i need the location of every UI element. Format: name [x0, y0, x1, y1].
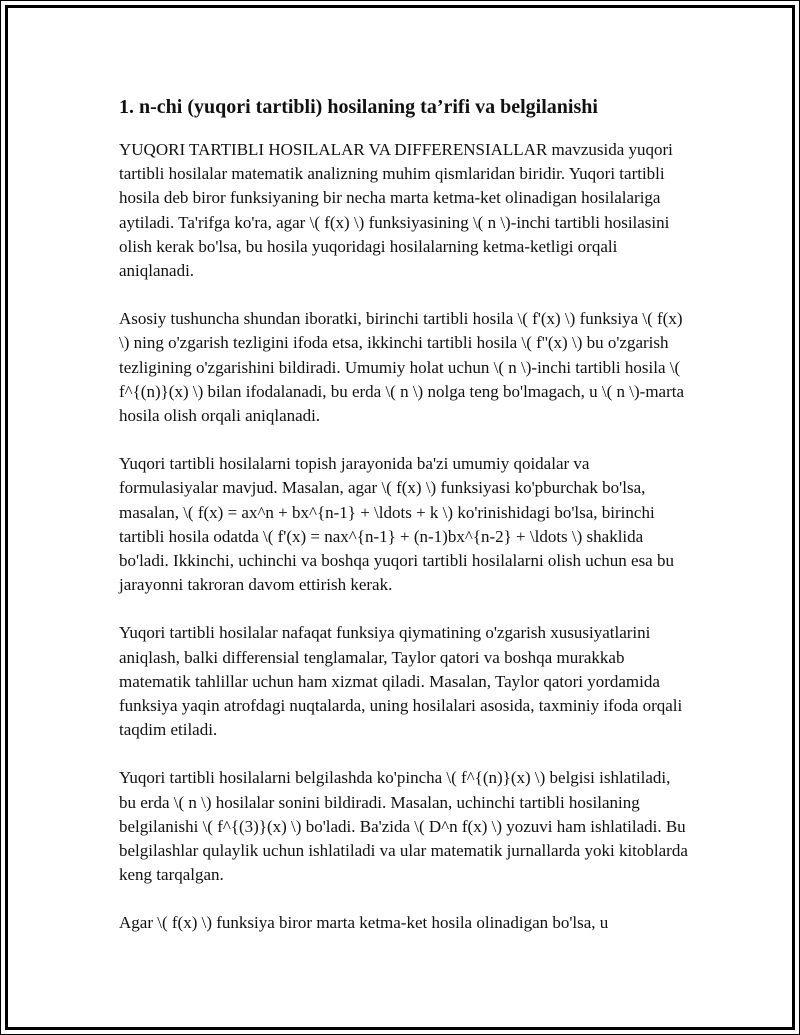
paragraph-applications: Yuqori tartibli hosilalar nafaqat funksiya qiymatining o'zgarish xususiyatlarini aniqlash, balki differensial tenglamalar, Taylor qatori va boshqa murakkab matematik tahlillar uchun ham xizmat qiladi. Masalan, Taylor qatori yordamida funksiya yaqin atrofdagi nuqtalarda, uning hosilalari asosida, taxminiy ifoda orqali taqdim etiladi. — [119, 623, 683, 740]
paragraph-rules: Yuqori tartibli hosilalarni topish jarayonida ba'zi umumiy qoidalar va formulasiyalar mavjud. Masalan, agar \( f(x) \) funksiyasi ko'pburchak bo'lsa, masalan, \( f(x) = ax^n + bx^{n-1} + \ldots + k \) ko'rinishidagi bo'lsa, birinchi tartibli hosila odatda \( f'(x) = nax^{n-1} + (n-1)bx^{n-2} + \ldots \) shaklida bo'ladi. Ikkinchi, uchinchi va boshqa yuqori tartibli hosilalarni olish uchun esa bu jarayonni takroran davom ettirish kerak. — [119, 454, 674, 595]
paragraph-notation: Yuqori tartibli hosilalarni belgilashda ko'pincha \( f^{(n)}(x) \) belgisi ishlatiladi, bu erda \( n \) hosilalar sonini bildiradi. Masalan, uchinchi tartibli hosilaning belgilanishi \( f^{(3)}(x) \) bo'ladi. Ba'zida \( D^n f(x) \) yozuvi ham ishlatiladi. Bu belgilashlar qulaylik uchun ishlatiladi va ular matematik jurnallarda yoki kitoblarda keng tarqalgan. — [119, 768, 688, 885]
section-heading: 1. n-chi (yuqori tartibli) hosilaning ta’rifi va belgilanishi — [119, 96, 598, 118]
paragraph-basic-concept: Asosiy tushuncha shundan iboratki, birinchi tartibli hosila \( f'(x) \) funksiya \( f(x) \) ning o'zgarish tezligini ifoda etsa, ikkinchi tartibli hosila \( f''(x) \) bu o'zgarish tezligining o'zgarishini bildiradi. Umumiy holat uchun \( n \)-inchi tartibli hosila \( f^{(n)}(x) \) bilan ifodalanadi, bu erda \( n \) nolga teng bo'lmagach, u \( n \)-marta hosila olish orqali aniqlanadi. — [119, 309, 685, 426]
paragraph-continuation: Agar \( f(x) \) funksiya biror marta ketma-ket hosila olinadigan bo'lsa, u — [119, 913, 609, 933]
paragraph-intro: YUQORI TARTIBLI HOSILALAR VA DIFFERENSIALLAR mavzusida yuqori tartibli hosilalar matematik analizning muhim qismlaridan biridir. Yuqori tartibli hosila deb biror funksiyaning bir necha marta ketma-ket olinadigan hosilalariga aytiladi. Ta'rifga ko'ra, agar \( f(x) \) funksiyasining \( n \)-inchi tartibli hosilasini olish kerak bo'lsa, bu hosila yuqoridagi hosilalarning ketma-ketligi orqali aniqlanadi. — [119, 140, 673, 281]
document-body — [119, 93, 689, 960]
